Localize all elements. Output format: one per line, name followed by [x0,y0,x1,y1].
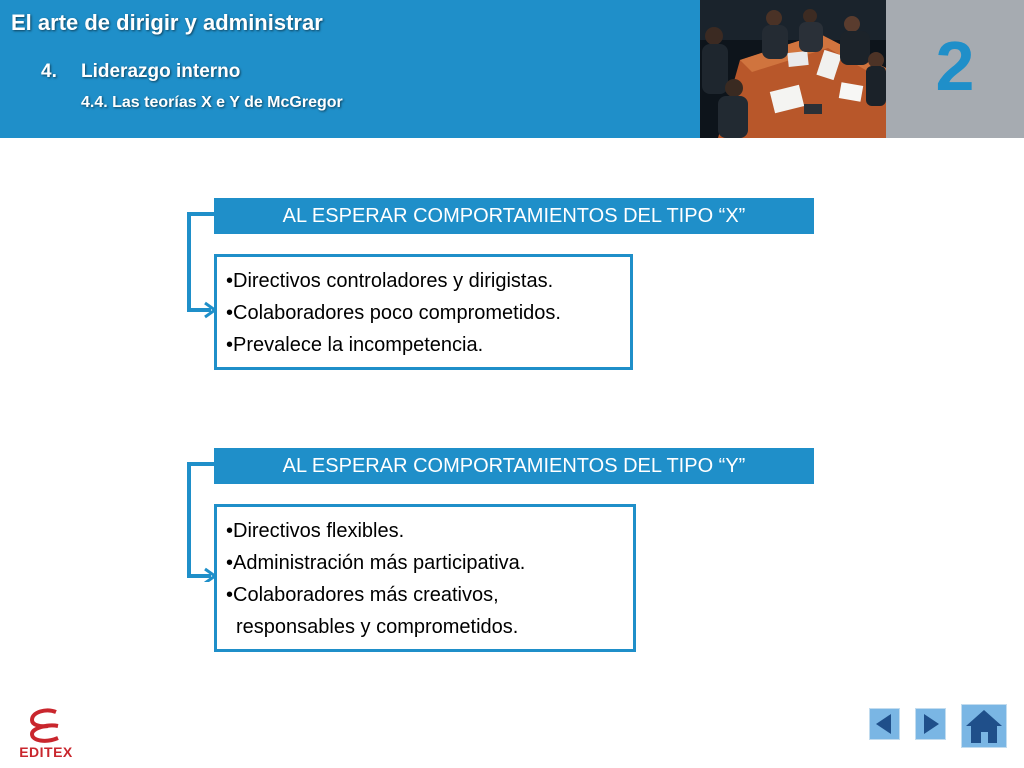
banner-type-x: AL ESPERAR COMPORTAMIENTOS DEL TIPO “X” [214,198,814,234]
list-box-type-x [214,254,633,370]
editex-logo-icon [10,708,82,744]
chapter-panel [886,0,1024,138]
logo-text: EDITEX [19,744,73,760]
editex-logo [10,708,82,760]
slide-header [0,0,700,138]
chapter-number: 2 [935,27,975,105]
next-arrow-icon [916,709,945,739]
home-icon [962,705,1006,747]
section-heading [41,61,240,83]
subsection-heading: 4.4. Las teorías X e Y de McGregor [81,94,343,111]
previous-slide-button[interactable] [869,708,900,740]
prev-arrow-icon [870,709,899,739]
list-item: •Administración más participativa. [226,552,526,574]
connector-arrow-icon [183,462,217,572]
list-item: •Colaboradores más creativos, [226,584,499,606]
meeting-photo [700,0,886,138]
list-item: •Prevalece la incompetencia. [226,334,484,356]
section-number: 4. [41,61,57,82]
banner-type-y: AL ESPERAR COMPORTAMIENTOS DEL TIPO “Y” [214,448,814,484]
list-item: •Colaboradores poco comprometidos. [226,302,561,324]
next-slide-button[interactable] [915,708,946,740]
slide-title: El arte de dirigir y administrar [11,10,323,35]
list-item: •Directivos flexibles. [226,520,405,542]
connector-arrow-icon [183,212,217,322]
list-item: responsables y comprometidos. [236,616,519,638]
list-item: •Directivos controladores y dirigistas. [226,270,554,292]
home-button[interactable] [961,704,1007,748]
section-title: Liderazgo interno [81,61,241,82]
list-box-type-y [214,504,636,652]
